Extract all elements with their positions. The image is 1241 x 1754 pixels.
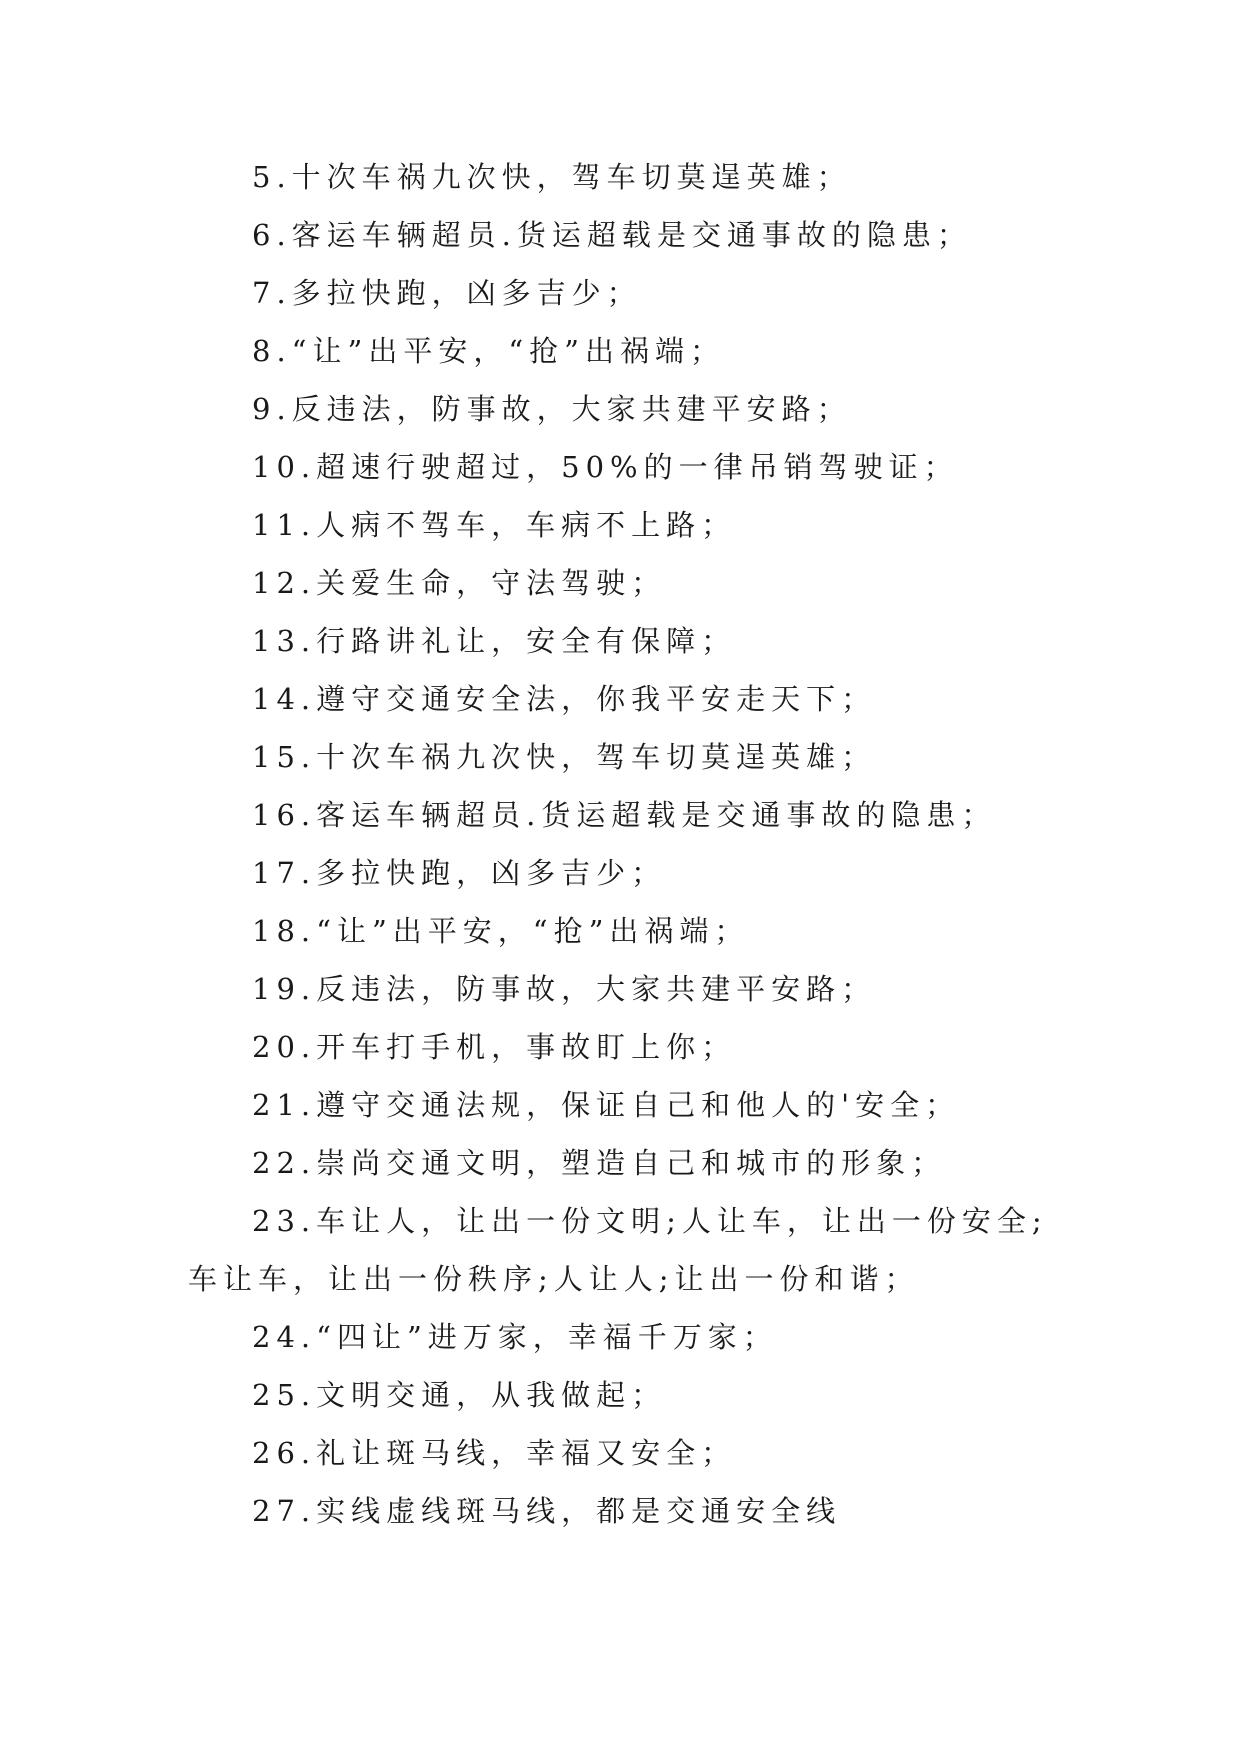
slogan-item: 7.多拉快跑，凶多吉少； [252,276,642,310]
slogan-item: 19.反违法，防事故，大家共建平安路； [252,972,877,1006]
slogan-item: 13.行路讲礼让，安全有保障； [252,624,737,658]
slogan-item: 6.客运车辆超员.货运超载是交通事故的隐患； [252,218,972,252]
slogan-item: 18.“让”出平安，“抢”出祸端； [252,914,750,948]
slogan-item: 26.礼让斑马线，幸福又安全； [252,1436,737,1470]
slogan-item: 9.反违法，防事故，大家共建平安路； [252,392,852,426]
slogan-item: 22.崇尚交通文明，塑造自己和城市的形象； [252,1146,947,1180]
slogan-item: 21.遵守交通法规，保证自己和他人的'安全； [252,1088,961,1122]
slogan-item: 20.开车打手机，事故盯上你； [252,1030,737,1064]
slogan-list [188,148,1068,1540]
slogan-item: 15.十次车祸九次快，驾车切莫逞英雄； [252,740,877,774]
slogan-item: 23.车让人，让出一份文明;人让车，让出一份安全;车让车，让出一份秩序;人让人;让出一份和谐； [188,1204,1048,1296]
slogan-item: 11.人病不驾车，车病不上路； [252,508,737,542]
slogan-item: 5.十次车祸九次快，驾车切莫逞英雄； [252,160,852,194]
slogan-item: 10.超速行驶超过，50%的一律吊销驾驶证； [252,450,959,484]
slogan-item: 24.“四让”进万家，幸福千万家； [252,1320,778,1354]
slogan-item: 16.客运车辆超员.货运超载是交通事故的隐患； [252,798,997,832]
slogan-item: 25.文明交通，从我做起； [252,1378,667,1412]
slogan-item: 14.遵守交通安全法，你我平安走天下； [252,682,877,716]
slogan-item: 12.关爱生命，守法驾驶； [252,566,667,600]
slogan-item: 17.多拉快跑，凶多吉少； [252,856,667,890]
slogan-item: 27.实线虚线斑马线，都是交通安全线 [252,1494,842,1528]
slogan-item: 8.“让”出平安，“抢”出祸端； [252,334,725,368]
